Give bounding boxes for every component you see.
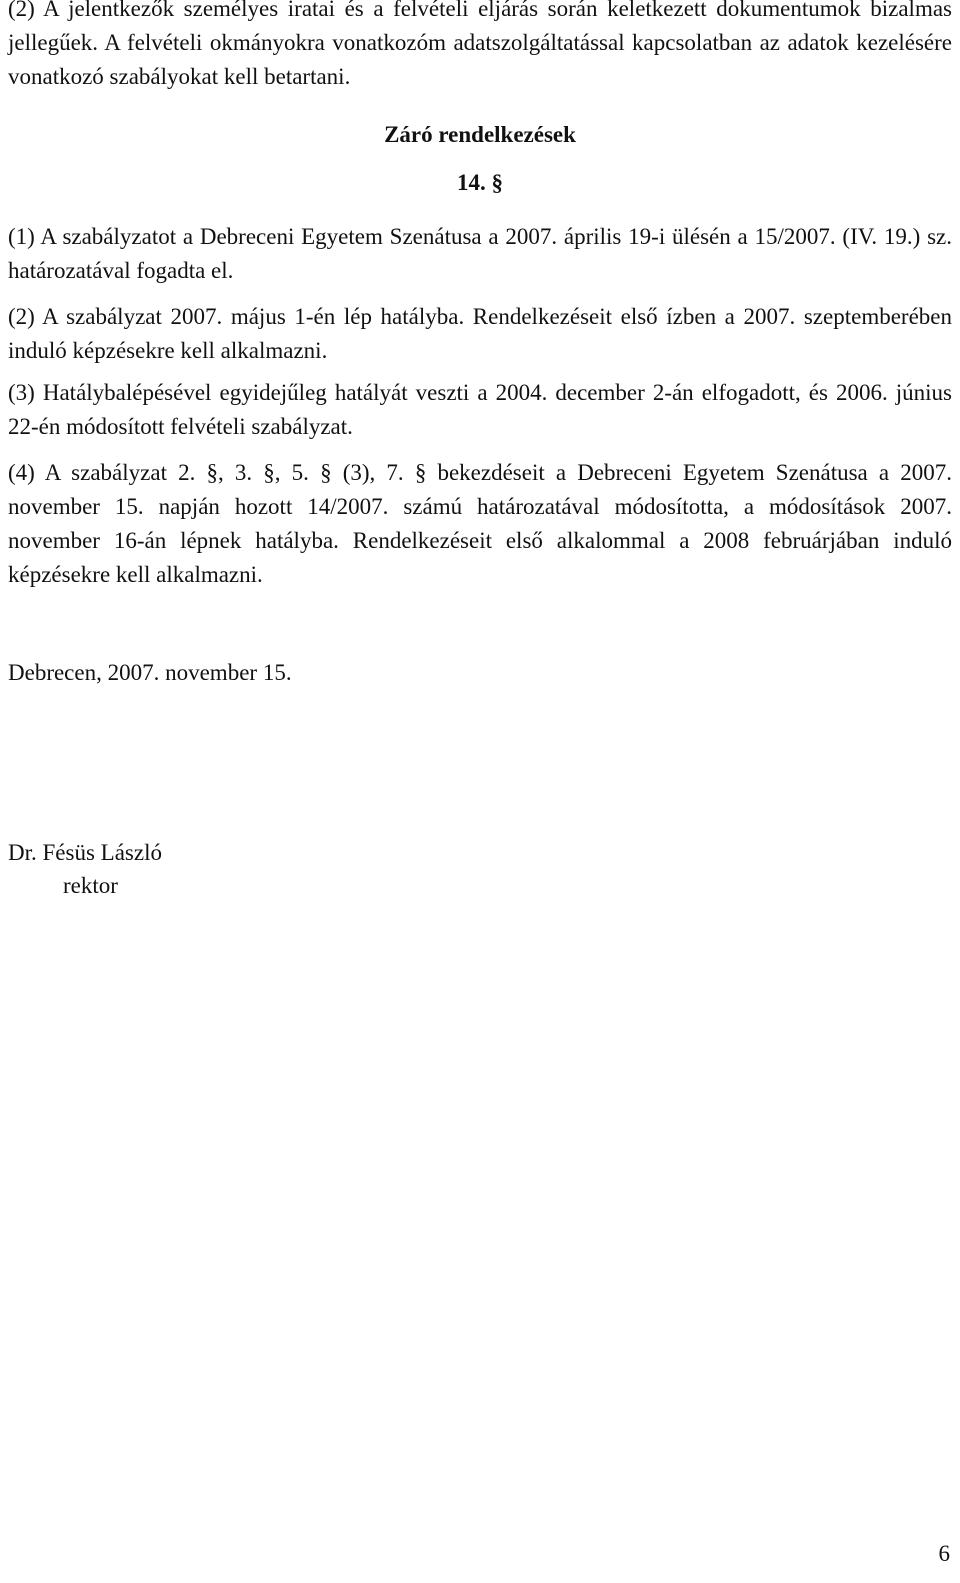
signatory-name: Dr. Fésüs László — [8, 840, 162, 865]
paragraph-14-1: (1) A szabályzatot a Debreceni Egyetem Szenátusa a 2007. április 19-i ülésén a 15/2007. (IV. 19.) sz. határozatával fogadta el. — [8, 224, 952, 283]
paragraph-13-2: (2) A jelentkezők személyes iratai és a felvételi eljárás során keletkezett dokumentumok bizalmas jellegűek. A felvételi okmányokra vonatkozóm adatszolgáltatással kapcsolatban az adatok kezelésére vonatkozó szabályokat kell betartani. — [8, 0, 952, 89]
paragraph-14-2: (2) A szabályzat 2007. május 1-én lép hatályba. Rendelkezéseit első ízben a 2007. szeptemberében induló képzésekre kell alkalmazni. — [8, 304, 952, 363]
paragraph-14-3: (3) Hatálybalépésével egyidejűleg hatályát veszti a 2004. december 2-án elfogadott, és 2006. június 22-én módosított felvételi szabályzat. — [8, 380, 952, 439]
page-number: 6 — [938, 1541, 950, 1566]
section-title: Záró rendelkezések — [384, 122, 576, 147]
place-date: Debrecen, 2007. november 15. — [8, 660, 292, 685]
section-number: 14. § — [457, 170, 503, 195]
signatory-role: rektor — [63, 873, 118, 898]
paragraph-14-4: (4) A szabályzat 2. §, 3. §, 5. § (3), 7. § bekezdéseit a Debreceni Egyetem Szenátusa a 2007. november 15. napján hozott 14/2007. számú határozatával módosította, a módosítások 2007. november 16-án lépnek hatályba. Rendelkezéseit első alkalommal a 2008 februárjában induló képzésekre kell alkalmazni. — [8, 460, 952, 587]
